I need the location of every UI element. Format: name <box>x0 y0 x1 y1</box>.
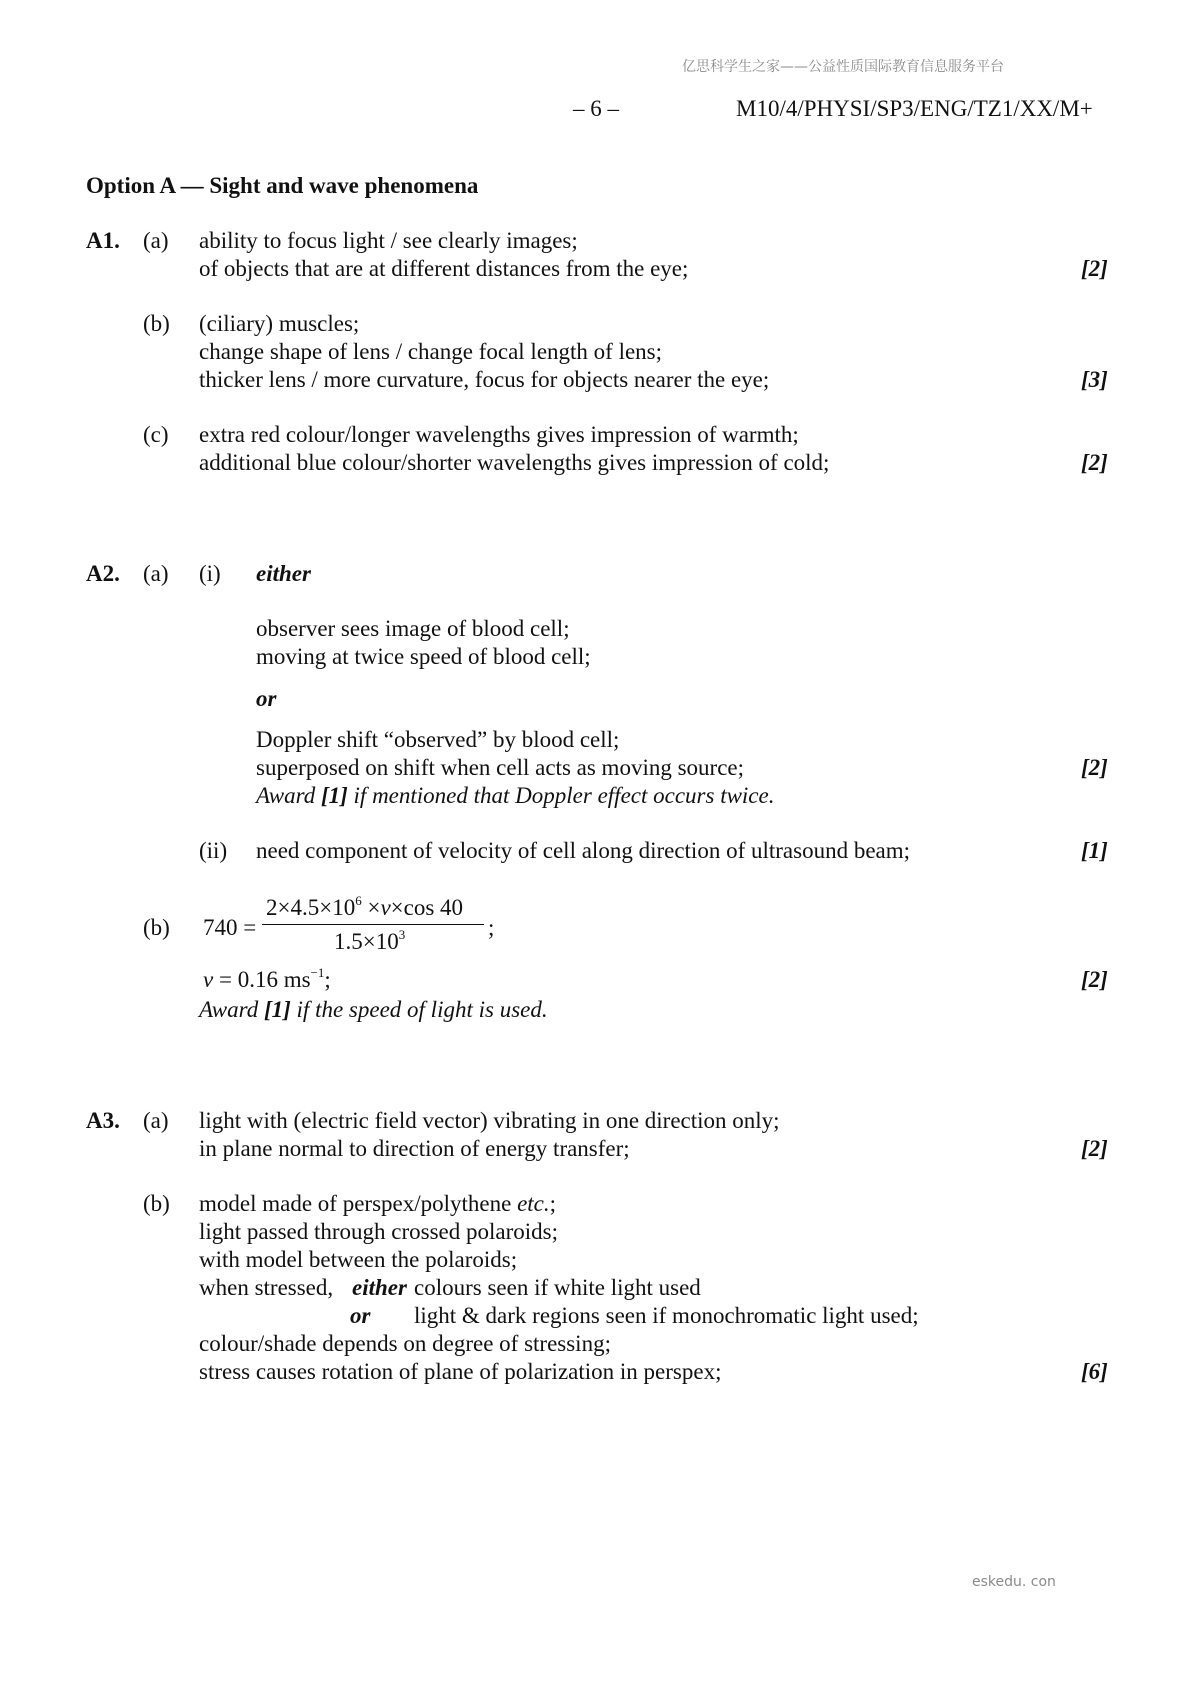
award-note: Award [1] if the speed of light is used. <box>199 997 548 1022</box>
subpart-label: (i) <box>199 561 221 586</box>
part-label: (a) <box>143 1108 169 1133</box>
option-title: Option A — Sight and wave phenomena <box>86 173 479 198</box>
fraction-denominator: $1.5\times 10^3$ <box>334 927 406 954</box>
or-keyword: or <box>350 1303 371 1328</box>
equation-lhs: 740 = <box>203 915 257 940</box>
or-keyword: or <box>256 686 277 711</box>
answer-line: colours seen if white light used <box>414 1275 701 1300</box>
equation-terminator: ; <box>488 915 495 940</box>
question-number: A1. <box>86 228 120 253</box>
mark-allocation: [6] <box>1081 1359 1108 1384</box>
answer-line: light with (electric field vector) vibrating in one direction only; <box>199 1108 780 1133</box>
subpart-label: (ii) <box>199 838 228 863</box>
page-number: – 6 – <box>573 96 619 121</box>
mark-allocation: [2] <box>1081 967 1108 992</box>
mark-allocation: [2] <box>1081 1136 1108 1161</box>
mark-allocation: [1] <box>1081 838 1108 863</box>
watermark-top: 亿思科学生之家——公益性质国际教育信息服务平台 <box>682 59 1004 75</box>
answer-line: with model between the polaroids; <box>199 1247 518 1272</box>
part-label: (b) <box>143 1191 170 1216</box>
mark-allocation: [2] <box>1081 450 1108 475</box>
answer-line: model made of perspex/polythene etc.; <box>199 1191 557 1216</box>
answer-line: need component of velocity of cell along direction of ultrasound beam; <box>256 838 911 863</box>
answer-line: ability to focus light / see clearly images; <box>199 228 578 253</box>
mark-allocation: [3] <box>1081 367 1108 392</box>
part-label: (a) <box>143 561 169 586</box>
paper-code: M10/4/PHYSI/SP3/ENG/TZ1/XX/M+ <box>736 96 1093 121</box>
answer-line: additional blue colour/shorter wavelengths gives impression of cold; <box>199 450 830 475</box>
answer-line: observer sees image of blood cell; <box>256 616 570 641</box>
part-label: (a) <box>143 228 169 253</box>
answer-line: colour/shade depends on degree of stressing; <box>199 1331 611 1356</box>
answer-line: v = 0.16 $ms^{-1}$; <box>203 965 331 992</box>
answer-line: when stressed, <box>199 1275 334 1300</box>
answer-line: thicker lens / more curvature, focus for objects nearer the eye; <box>199 367 770 392</box>
fraction-bar <box>262 924 484 925</box>
answer-line: Doppler shift “observed” by blood cell; <box>256 727 620 752</box>
answer-line: extra red colour/longer wavelengths gives impression of warmth; <box>199 422 799 447</box>
answer-line: moving at twice speed of blood cell; <box>256 644 591 669</box>
answer-line: light passed through crossed polaroids; <box>199 1219 559 1244</box>
either-keyword: either <box>352 1275 407 1300</box>
answer-line: change shape of lens / change focal length of lens; <box>199 339 663 364</box>
award-note: Award [1] if mentioned that Doppler effect occurs twice. <box>256 783 775 808</box>
answer-line: in plane normal to direction of energy transfer; <box>199 1136 630 1161</box>
mark-allocation: [2] <box>1081 256 1108 281</box>
question-number: A3. <box>86 1108 120 1133</box>
either-keyword: either <box>256 561 311 586</box>
answer-line: stress causes rotation of plane of polarization in perspex; <box>199 1359 722 1384</box>
part-label: (b) <box>143 311 170 336</box>
mark-allocation: [2] <box>1081 755 1108 780</box>
fraction-numerator: $2\times 4.5\times 10^6 \times v\times\cos$ 40 <box>266 893 464 920</box>
answer-line: (ciliary) muscles; <box>199 311 360 336</box>
part-label: (c) <box>143 422 169 447</box>
watermark-bottom: eskedu. con <box>972 1574 1056 1590</box>
answer-line: superposed on shift when cell acts as moving source; <box>256 755 744 780</box>
answer-line: of objects that are at different distances from the eye; <box>199 256 689 281</box>
question-number: A2. <box>86 561 120 586</box>
part-label: (b) <box>143 915 170 940</box>
answer-line: light & dark regions seen if monochromatic light used; <box>414 1303 919 1328</box>
